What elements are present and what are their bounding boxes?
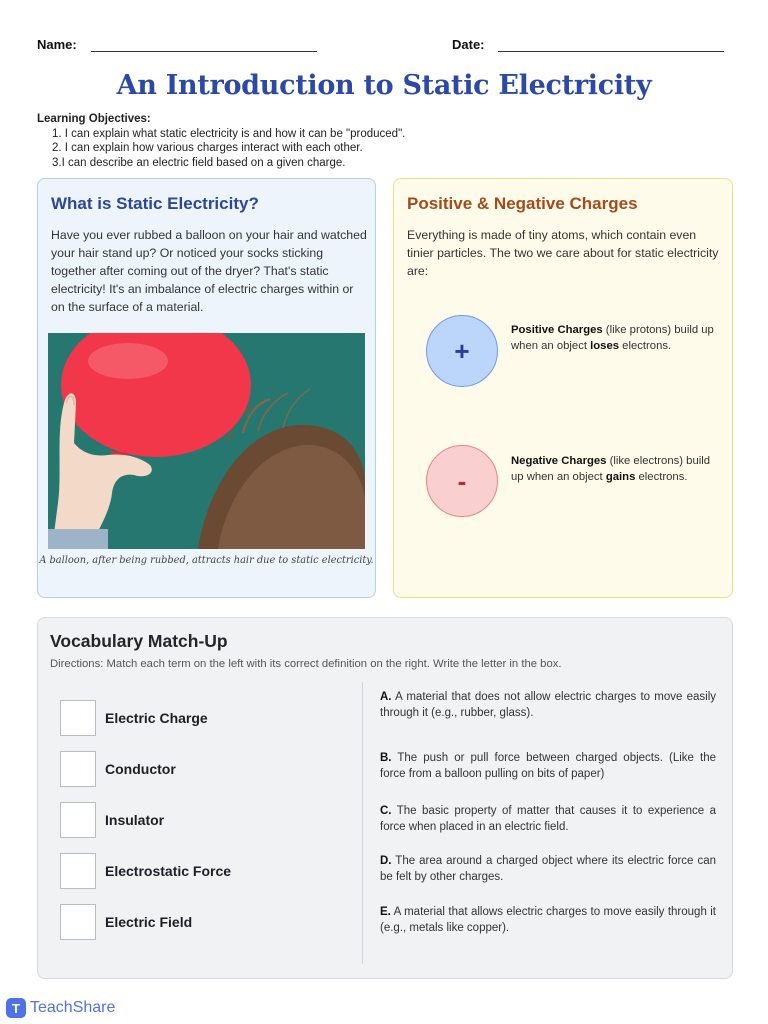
logo-text: TeachShare [30, 999, 116, 1016]
positive-charge-icon: + [426, 315, 498, 387]
objective-item: 2. I can explain how various charges interact with each other. [52, 142, 363, 154]
vocab-divider [362, 682, 363, 964]
definition-letter: B. [380, 752, 392, 764]
balloon-illustration [48, 333, 365, 549]
definition-item: A. A material that does not allow electric charges to move easily through it (e.g., rubber, glass). [380, 691, 716, 719]
negative-charge-verb: gains [605, 471, 636, 483]
logo-mark-icon: T [6, 998, 26, 1018]
term-row [60, 904, 192, 940]
learning-objectives-heading: Learning Objectives: [37, 113, 151, 125]
negative-charge-term: Negative Charges [511, 455, 607, 467]
term-row [60, 700, 208, 736]
page-title: An Introduction to Static Electricity [116, 70, 652, 101]
date-field-line[interactable] [498, 51, 724, 52]
vocab-directions: Directions: Match each term on the left with its correct definition on the right. Write the letter in the box. [50, 658, 562, 670]
balloon-hair-photo [48, 333, 365, 549]
term-label: Electric Field [105, 914, 193, 930]
definition-item: C. The basic property of matter that causes it to experience a force when placed in an electric field. [380, 805, 716, 833]
negative-charge-icon: - [426, 445, 498, 517]
definition-letter: A. [380, 691, 392, 703]
term-label: Electric Charge [105, 710, 208, 726]
vocab-title: Vocabulary Match-Up [50, 631, 228, 651]
static-electricity-card [37, 178, 376, 598]
answer-box[interactable] [60, 751, 96, 787]
term-row [60, 751, 176, 787]
definition-letter: C. [380, 805, 392, 817]
term-row [60, 802, 164, 838]
charges-card-body: Everything is made of tiny atoms, which contain even tinier particles. The two we care about for static electricity are: [407, 228, 719, 278]
term-row [60, 853, 231, 889]
term-label: Electrostatic Force [105, 863, 232, 879]
objective-item: 3.I can describe an electric field based on a given charge. [52, 156, 346, 169]
negative-charge-description: Negative Charges (like electrons) build up when an object gains electrons. [511, 455, 711, 483]
positive-charge-verb: loses [590, 340, 620, 352]
term-label: Insulator [105, 812, 165, 828]
objective-item: 1. I can explain what static electricity is and how it can be "produced". [52, 127, 406, 140]
definition-item: D. The area around a charged object where its electric force can be felt by other charges. [380, 855, 716, 883]
answer-box[interactable] [60, 700, 96, 736]
static-card-title: What is Static Electricity? [51, 194, 259, 213]
positive-charge-description: Positive Charges (like protons) build up when an object loses electrons. [511, 324, 714, 352]
name-field-line[interactable] [91, 51, 317, 52]
name-label: Name: [37, 37, 77, 52]
definition-letter: D. [380, 855, 392, 867]
vocabulary-section [37, 617, 733, 979]
term-label: Conductor [105, 761, 176, 777]
positive-charge-term: Positive Charges [511, 324, 603, 336]
answer-box[interactable] [60, 904, 96, 940]
definition-item: B. The push or pull force between charged objects. (Like the force from a balloon pulling on bits of paper) [380, 752, 716, 780]
date-label: Date: [452, 37, 485, 52]
answer-box[interactable] [60, 853, 96, 889]
learning-objectives [37, 112, 405, 170]
photo-caption: A balloon, after being rubbed, attracts hair due to static electricity. [39, 555, 374, 566]
charges-card-title: Positive & Negative Charges [407, 194, 638, 213]
teachshare-logo[interactable] [6, 998, 115, 1018]
answer-box[interactable] [60, 802, 96, 838]
definition-item: E. A material that allows electric charges to move easily through it (e.g., metals like copper). [380, 906, 716, 934]
definition-letter: E. [380, 906, 391, 918]
charges-card [393, 178, 733, 598]
static-card-body: Have you ever rubbed a balloon on your hair and watched your hair stand up? Or noticed your socks sticking together after coming out of the dryer? That's static electricity! It's an imbalance of electric charges within or on the surface of a material. [51, 228, 367, 314]
